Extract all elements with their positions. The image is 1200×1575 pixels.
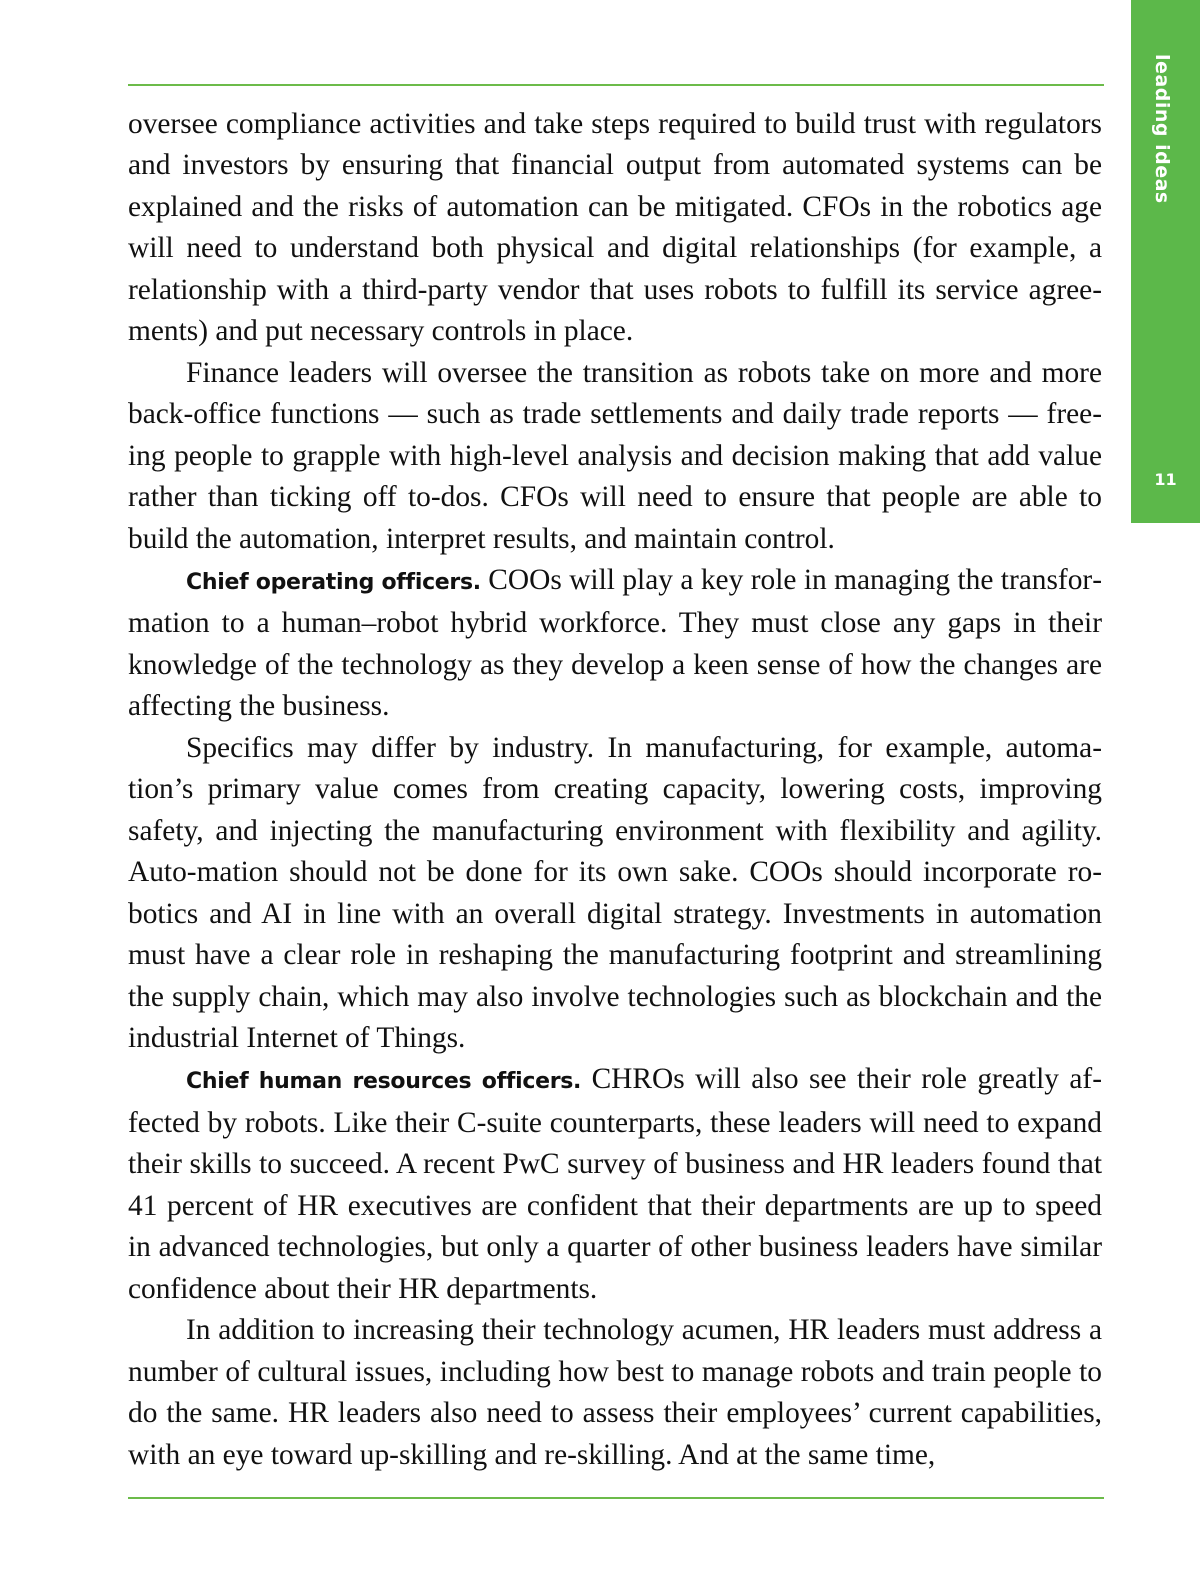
top-rule: [128, 84, 1104, 86]
paragraph-1: oversee compliance activities and take steps required to build trust with regulators and investors by ensuring that financial output from automated systems can be explained and the risks of automation can be mitigated. CFOs in the robotics age will need to understand both physical and digital relationships (for example, a relationship with a third-party vendor that uses robots to fulfill its service agreements) and put necessary controls in place.: [128, 108, 1102, 348]
section-label: leading ideas: [1151, 54, 1173, 204]
paragraph-3: [128, 560, 1102, 728]
paragraph-6: In addition to increasing their technology acumen, HR leaders must address a number of cultural issues, including how best to manage robots and train people to do the same. HR leaders also need to assess their employees’ current capabilities, with an eye toward up-skilling and re-skilling. And at the same time,: [128, 1314, 1102, 1471]
run-in-heading-chro: Chief human resources officers.: [186, 1069, 582, 1095]
page-number: 11: [1154, 470, 1177, 489]
paragraph-3-text: COOs will play a key role in managing the transformation to a human–robot hybrid workforce. They must close any gaps in their knowledge of the technology as they develop a keen sense of how the changes are affecting the business.: [128, 563, 1102, 723]
paragraph-2: Finance leaders will oversee the transition as robots take on more and more back-office functions — such as trade settlements and daily trade reports — freeing people to grapple with high-level analysis and decision making that add value rather than ticking off to-dos. CFOs will need to ensure that people are able to build the automation, interpret results, and maintain control.: [128, 356, 1102, 555]
article-body: [128, 104, 1102, 1476]
bottom-rule: [128, 1497, 1104, 1499]
paragraph-4: Specifics may differ by industry. In manufacturing, for example, automation’s primary value comes from creating capacity, lowering costs, improving safety, and injecting the manufacturing environment with flexibility and agility. Auto-mation should not be done for its own sake. COOs should incorporate robotics and AI in line with an overall digital strategy. Investments in automation must have a clear role in reshaping the manufacturing footprint and streamlining the supply chain, which may also involve technologies such as blockchain and the industrial Internet of Things.: [128, 731, 1102, 1054]
paragraph-5-text: CHROs will also see their role greatly affected by robots. Like their C-suite counterparts, these leaders will need to expand their skills to succeed. A recent PwC survey of business and HR leaders found that 41 percent of HR executives are confident that their departments are up to speed in advanced technologies, but only a quarter of other business leaders have similar confidence about their HR departments.: [128, 1063, 1103, 1305]
run-in-heading-coo: Chief operating officers.: [186, 569, 481, 595]
paragraph-5: [128, 1059, 1102, 1310]
